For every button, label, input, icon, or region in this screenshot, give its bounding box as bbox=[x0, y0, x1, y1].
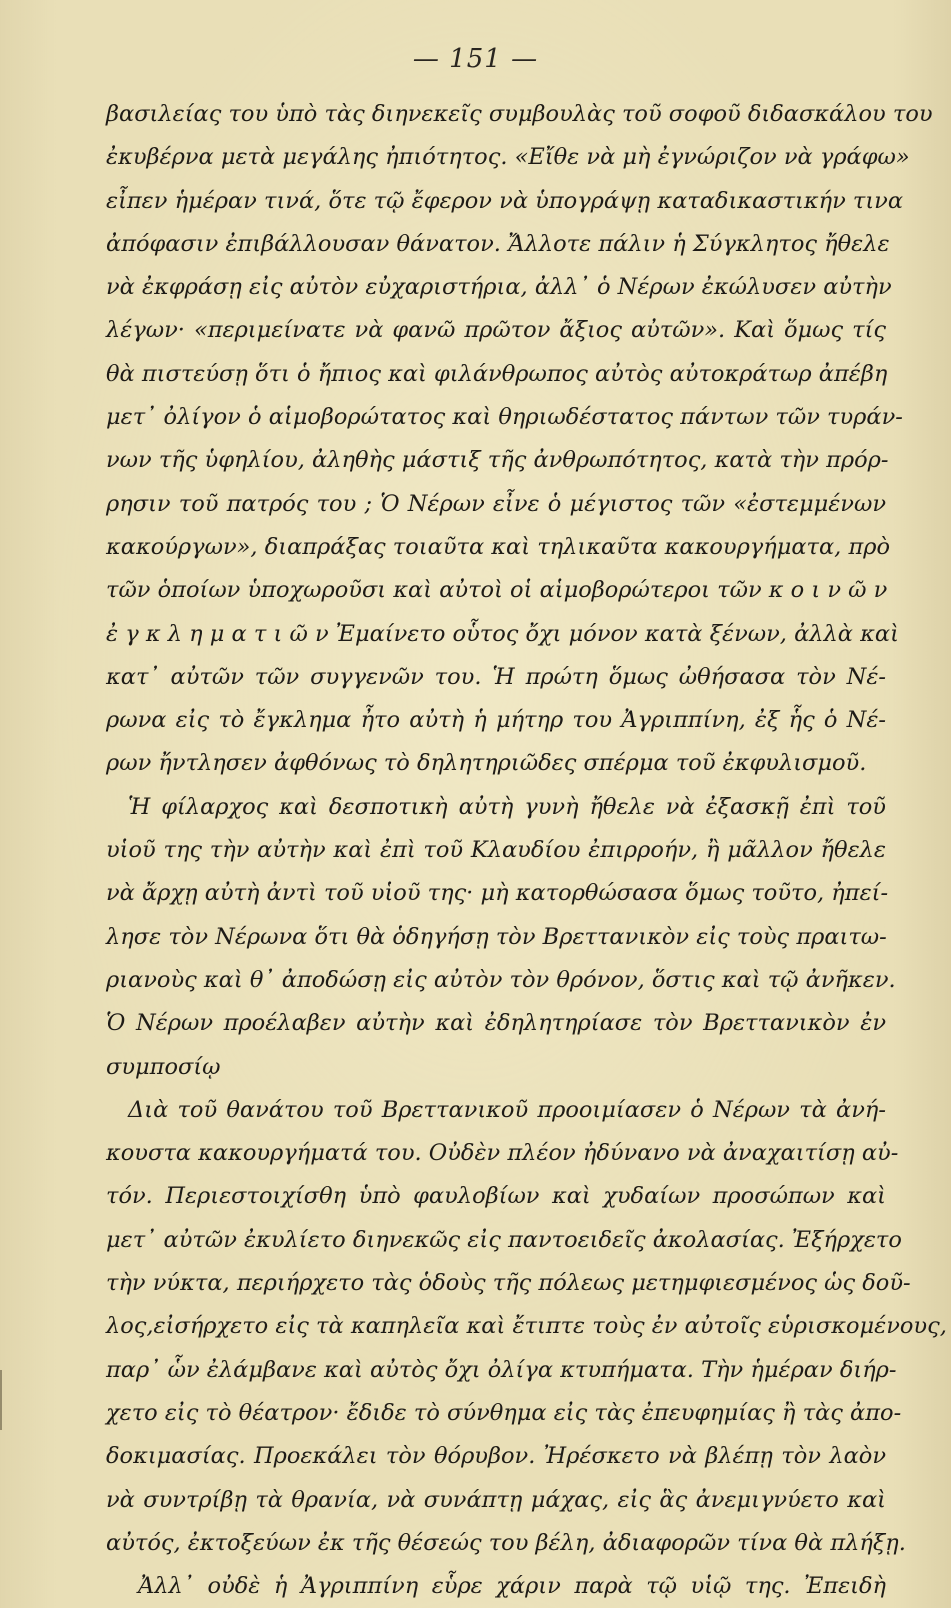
text-line: ἐκυβέρνα μετὰ μεγάλης ἠπιότητος. «Εἴθε νὰ μὴ ἐγνώριζον νὰ γράφω» bbox=[106, 144, 910, 171]
text-line: ἀπόφασιν ἐπιβάλλουσαν θάνατον. Ἄλλοτε πάλιν ἡ Σύγκλητος ἤθελε bbox=[106, 230, 890, 257]
text-line: εἶπεν ἡμέραν τινά, ὅτε τῷ ἔφερον νὰ ὑπογράψῃ καταδικαστικήν τινα bbox=[106, 187, 904, 214]
text-line: κακούργων», διαπράξας τοιαῦτα καὶ τηλικαῦτα κακουργήματα, πρὸ bbox=[106, 533, 891, 560]
text-line: υἱοῦ της τὴν αὐτὴν καὶ ἐπὶ τοῦ Κλαυδίου ἐπιρροήν, ἢ μᾶλλον ἤθελε bbox=[106, 837, 886, 864]
paragraph-start-line: Διὰ τοῦ θανάτου τοῦ Βρεττανικοῦ προοιμίασεν ὁ Νέρων τὰ ἀνή- bbox=[128, 1096, 886, 1123]
text-line: παρ᾽ ὧν ἐλάμβανε καὶ αὐτὸς ὄχι ὀλίγα κτυπήματα. Τὴν ἡμέραν διήρ- bbox=[106, 1356, 897, 1383]
text-line: ἐ γ κ λ η μ α τ ι ῶ ν Ἐμαίνετο οὗτος ὄχι μόνον κατὰ ξένων, ἀλλὰ καὶ bbox=[106, 620, 899, 647]
text-line: λησε τὸν Νέρωνα ὅτι θὰ ὁδηγήσῃ τὸν Βρεττανικὸν εἰς τοὺς πραιτω- bbox=[106, 923, 887, 950]
text-line: θὰ πιστεύσῃ ὅτι ὁ ἤπιος καὶ φιλάνθρωπος αὐτὸς αὐτοκράτωρ ἀπέβη bbox=[106, 360, 888, 387]
text-line: βασιλείας του ὑπὸ τὰς διηνεκεῖς συμβουλὰς τοῦ σοφοῦ διδασκάλου του bbox=[106, 101, 933, 127]
text-line: αὐτός, ἐκτοξεύων ἐκ τῆς θέσεώς του βέλη, ἀδιαφορῶν τίνα θὰ πλήξῃ. bbox=[106, 1529, 906, 1556]
text-line: νων τῆς ὑφηλίου, ἀληθὴς μάστιξ τῆς ἀνθρωπότητος, κατὰ τὴν πρόρ- bbox=[106, 447, 889, 474]
text-line: τὴν νύκτα, περιήρχετο τὰς ὁδοὺς τῆς πόλεως μετημφιεσμένος ὡς δοῦ- bbox=[106, 1270, 911, 1297]
text-line: νὰ ἄρχῃ αὐτὴ ἀντὶ τοῦ υἱοῦ της· μὴ κατορθώσασα ὅμως τοῦτο, ἠπεί- bbox=[106, 880, 889, 907]
text-line: νὰ συντρίβῃ τὰ θρανία, νὰ συνάπτῃ μάχας, εἰς ἃς ἀνεμιγνύετο καὶ bbox=[106, 1486, 886, 1513]
text-line: τόν. Περιεστοιχίσθη ὑπὸ φαυλοβίων καὶ χυδαίων προσώπων καὶ bbox=[106, 1183, 886, 1210]
text-line: κατ᾽ αὐτῶν τῶν συγγενῶν του. Ἡ πρώτη ὅμως ὠθήσασα τὸν Νέ- bbox=[106, 663, 886, 690]
text-line: κουστα κακουργήματά του. Οὐδὲν πλέον ἠδύνανο νὰ ἀναχαιτίσῃ αὐ- bbox=[106, 1140, 899, 1167]
margin-mark bbox=[0, 1370, 10, 1430]
text-line: συμποσίῳ bbox=[106, 1053, 221, 1080]
body-text bbox=[106, 93, 947, 1608]
paragraph-start-line: Ἡ φίλαρχος καὶ δεσποτικὴ αὐτὴ γυνὴ ἤθελε νὰ ἐξασκῇ ἐπὶ τοῦ bbox=[128, 793, 886, 820]
text-line: ρων ἤντλησεν ἀφθόνως τὸ δηλητηριῶδες σπέρμα τοῦ ἐκφυλισμοῦ. bbox=[106, 750, 867, 777]
text-line: χετο εἰς τὸ θέατρον· ἔδιδε τὸ σύνθημα εἰς τὰς ἐπευφημίας ἢ τὰς ἀπο- bbox=[106, 1399, 902, 1426]
text-line: ρησιν τοῦ πατρός του ; Ὁ Νέρων εἶνε ὁ μέγιστος τῶν «ἐστεμμένων bbox=[106, 490, 886, 517]
paragraph-start-line: Ἀλλ᾽ οὐδὲ ἡ Ἀγριππίνη εὗρε χάριν παρὰ τῷ υἱῷ της. Ἐπειδὴ bbox=[138, 1573, 886, 1600]
text-line: μετ᾽ αὐτῶν ἐκυλίετο διηνεκῶς εἰς παντοειδεῖς ἀκολασίας. Ἐξήρχετο bbox=[106, 1226, 902, 1253]
text-line: ρωνα εἰς τὸ ἔγκλημα ἦτο αὐτὴ ἡ μήτηρ του Ἀγριππίνη, ἐξ ἧς ὁ Νέ- bbox=[106, 707, 886, 734]
text-line: νὰ ἐκφράσῃ εἰς αὐτὸν εὐχαριστήρια, ἀλλ᾽ ὁ Νέρων ἐκώλυσεν αὐτὴν bbox=[106, 274, 892, 301]
text-line: δοκιμασίας. Προεκάλει τὸν θόρυβον. Ἠρέσκετο νὰ βλέπῃ τὸν λαὸν bbox=[106, 1443, 886, 1470]
text-line: λέγων· «περιμείνατε νὰ φανῶ πρῶτον ἄξιος αὐτῶν». Καὶ ὅμως τίς bbox=[106, 317, 886, 344]
text-line: ριανοὺς καὶ θ᾽ ἀποδώσῃ εἰς αὐτὸν τὸν θρόνον, ὅστις καὶ τῷ ἀνῆκεν. bbox=[106, 966, 896, 993]
text-line: Ὁ Νέρων προέλαβεν αὐτὴν καὶ ἐδηλητηρίασε τὸν Βρεττανικὸν ἐν bbox=[106, 1010, 886, 1037]
text-line: μετ᾽ ὀλίγον ὁ αἱμοβορώτατος καὶ θηριωδέστατος πάντων τῶν τυράν- bbox=[106, 404, 903, 431]
text-line: λος,εἰσήρχετο εἰς τὰ καπηλεῖα καὶ ἔτιπτε τοὺς ἐν αὐτοῖς εὑρισκομένους, bbox=[106, 1313, 947, 1340]
page-number: — 151 — bbox=[412, 44, 539, 74]
text-line: τῶν ὁποίων ὑποχωροῦσι καὶ αὐτοὶ οἱ αἱμοβορώτεροι τῶν κ ο ι ν ῶ ν bbox=[106, 577, 888, 604]
